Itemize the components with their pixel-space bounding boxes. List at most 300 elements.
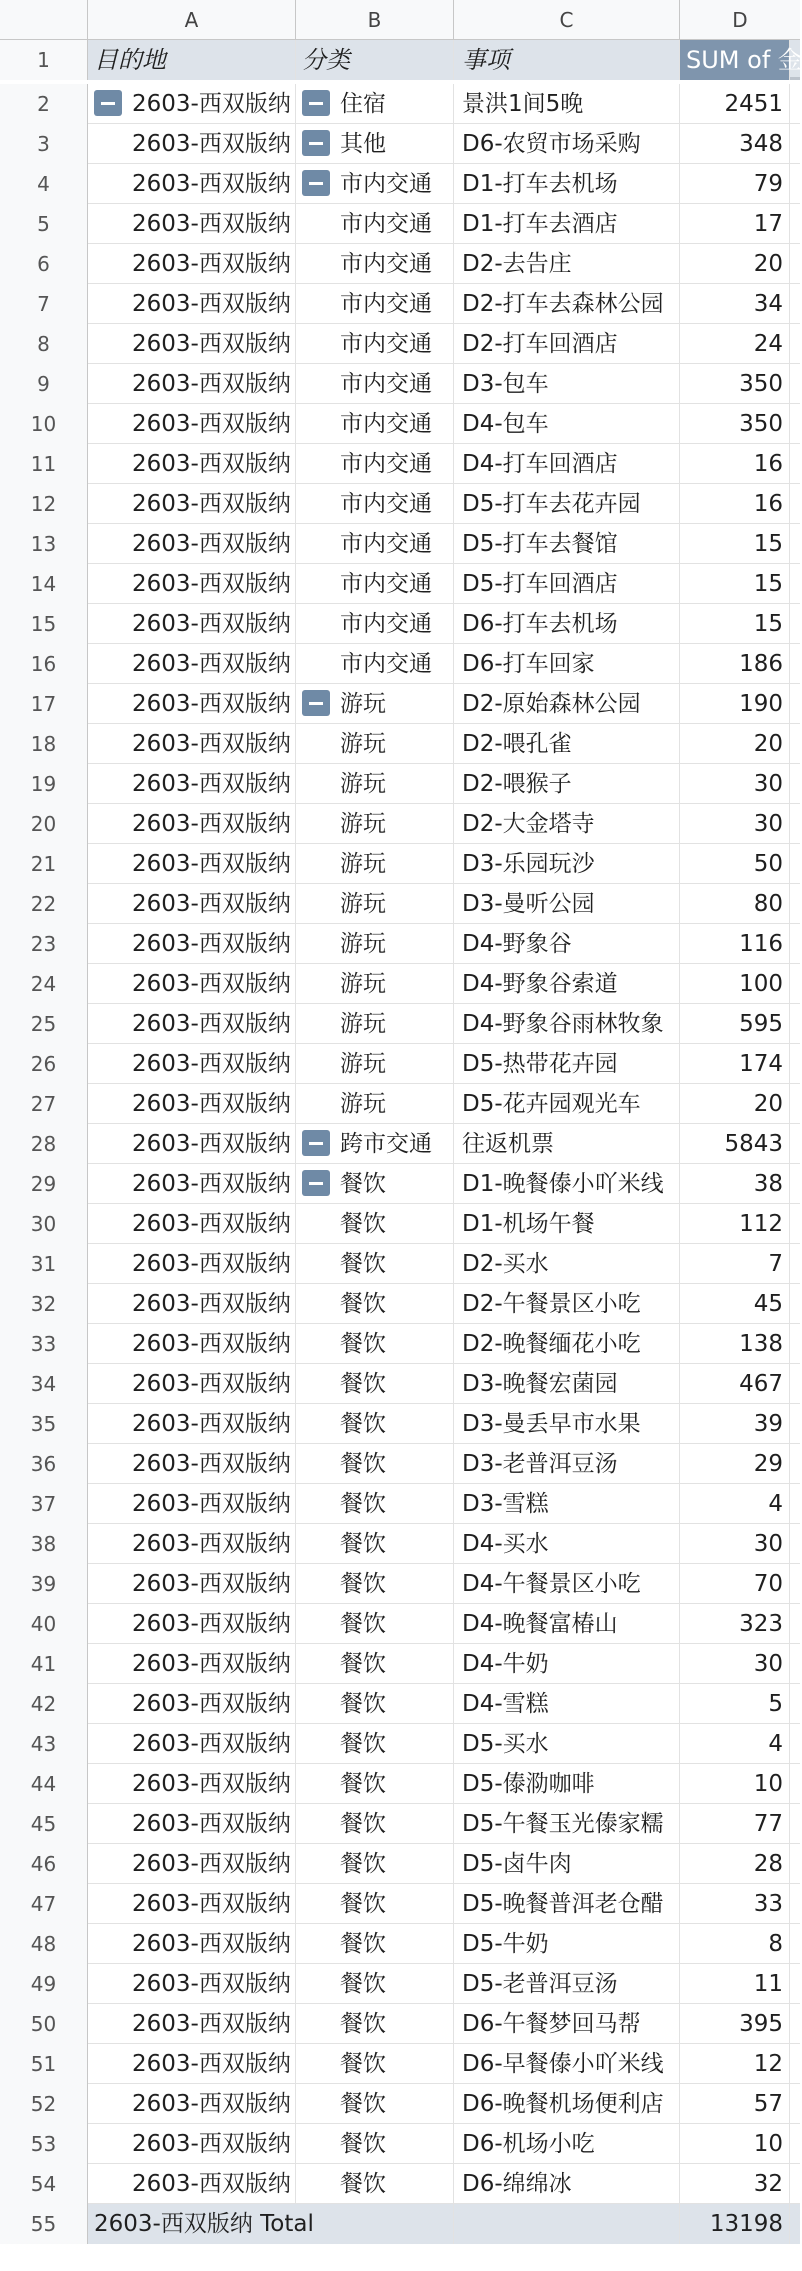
column-header-b[interactable]: B bbox=[296, 0, 454, 40]
amount-cell[interactable]: 323 bbox=[680, 1604, 790, 1644]
destination-cell[interactable] bbox=[88, 1644, 296, 1684]
amount-cell[interactable]: 100 bbox=[680, 964, 790, 1004]
category-cell[interactable] bbox=[296, 724, 454, 764]
amount-cell[interactable]: 50 bbox=[680, 844, 790, 884]
item-cell[interactable]: D2-去告庄 bbox=[454, 244, 680, 284]
row-number[interactable]: 34 bbox=[0, 1364, 88, 1404]
amount-cell[interactable]: 15 bbox=[680, 564, 790, 604]
row-number[interactable]: 3 bbox=[0, 124, 88, 164]
destination-cell[interactable] bbox=[88, 164, 296, 204]
overflow-cell[interactable] bbox=[790, 884, 800, 924]
item-cell[interactable]: D1-机场午餐 bbox=[454, 1204, 680, 1244]
category-cell[interactable] bbox=[296, 1684, 454, 1724]
minus-icon[interactable] bbox=[302, 90, 330, 116]
row-number[interactable]: 36 bbox=[0, 1444, 88, 1484]
destination-cell[interactable] bbox=[88, 564, 296, 604]
amount-cell[interactable]: 20 bbox=[680, 1084, 790, 1124]
row-number[interactable]: 49 bbox=[0, 1964, 88, 2004]
row-number[interactable]: 13 bbox=[0, 524, 88, 564]
destination-cell[interactable] bbox=[88, 1324, 296, 1364]
category-cell[interactable] bbox=[296, 884, 454, 924]
category-cell[interactable] bbox=[296, 1604, 454, 1644]
minus-icon[interactable] bbox=[302, 690, 330, 716]
category-cell[interactable] bbox=[296, 804, 454, 844]
overflow-cell[interactable] bbox=[790, 2084, 800, 2124]
item-cell[interactable]: D2-晚餐缅花小吃 bbox=[454, 1324, 680, 1364]
destination-cell[interactable] bbox=[88, 284, 296, 324]
category-cell[interactable] bbox=[296, 364, 454, 404]
row-number[interactable]: 15 bbox=[0, 604, 88, 644]
category-cell[interactable] bbox=[296, 2164, 454, 2204]
category-cell[interactable] bbox=[296, 2124, 454, 2164]
overflow-cell[interactable] bbox=[790, 1164, 800, 1204]
row-number[interactable]: 35 bbox=[0, 1404, 88, 1444]
category-cell[interactable] bbox=[296, 564, 454, 604]
amount-cell[interactable]: 116 bbox=[680, 924, 790, 964]
row-number[interactable]: 6 bbox=[0, 244, 88, 284]
overflow-cell[interactable] bbox=[790, 324, 800, 364]
item-cell[interactable]: D5-午餐玉光傣家糯 bbox=[454, 1804, 680, 1844]
amount-cell[interactable]: 395 bbox=[680, 2004, 790, 2044]
amount-cell[interactable]: 34 bbox=[680, 284, 790, 324]
amount-cell[interactable]: 12 bbox=[680, 2044, 790, 2084]
overflow-cell[interactable] bbox=[790, 1764, 800, 1804]
overflow-cell[interactable] bbox=[790, 1124, 800, 1164]
category-cell[interactable] bbox=[296, 324, 454, 364]
destination-cell[interactable] bbox=[88, 1284, 296, 1324]
item-cell[interactable]: D3-乐园玩沙 bbox=[454, 844, 680, 884]
overflow-cell[interactable] bbox=[790, 284, 800, 324]
item-cell[interactable]: D4-包车 bbox=[454, 404, 680, 444]
destination-cell[interactable] bbox=[88, 604, 296, 644]
amount-cell[interactable]: 30 bbox=[680, 1644, 790, 1684]
header-cell-category[interactable]: 分类 bbox=[296, 40, 454, 80]
category-cell[interactable] bbox=[296, 204, 454, 244]
minus-icon[interactable] bbox=[302, 1170, 330, 1196]
item-cell[interactable]: D1-打车去机场 bbox=[454, 164, 680, 204]
category-cell[interactable] bbox=[296, 964, 454, 1004]
destination-cell[interactable] bbox=[88, 204, 296, 244]
item-cell[interactable]: D5-牛奶 bbox=[454, 1924, 680, 1964]
overflow-cell[interactable] bbox=[790, 844, 800, 884]
overflow-cell[interactable] bbox=[790, 524, 800, 564]
item-cell[interactable]: D2-打车回酒店 bbox=[454, 324, 680, 364]
destination-cell[interactable] bbox=[88, 1764, 296, 1804]
overflow-cell[interactable] bbox=[790, 2204, 800, 2244]
item-cell[interactable]: D4-野象谷 bbox=[454, 924, 680, 964]
row-number[interactable]: 54 bbox=[0, 2164, 88, 2204]
amount-cell[interactable]: 10 bbox=[680, 2124, 790, 2164]
row-number[interactable]: 20 bbox=[0, 804, 88, 844]
amount-cell[interactable]: 7 bbox=[680, 1244, 790, 1284]
category-cell[interactable] bbox=[296, 2044, 454, 2084]
row-number[interactable]: 22 bbox=[0, 884, 88, 924]
category-cell[interactable] bbox=[296, 2084, 454, 2124]
row-number[interactable]: 42 bbox=[0, 1684, 88, 1724]
item-cell[interactable]: D5-打车去餐馆 bbox=[454, 524, 680, 564]
category-cell[interactable] bbox=[296, 604, 454, 644]
overflow-cell[interactable] bbox=[790, 2124, 800, 2164]
amount-cell[interactable]: 112 bbox=[680, 1204, 790, 1244]
overflow-cell[interactable] bbox=[790, 364, 800, 404]
item-cell[interactable]: D2-喂孔雀 bbox=[454, 724, 680, 764]
minus-icon[interactable] bbox=[302, 130, 330, 156]
row-number[interactable]: 19 bbox=[0, 764, 88, 804]
amount-cell[interactable]: 30 bbox=[680, 764, 790, 804]
overflow-cell[interactable] bbox=[790, 1084, 800, 1124]
destination-cell[interactable] bbox=[88, 1044, 296, 1084]
destination-cell[interactable] bbox=[88, 1084, 296, 1124]
overflow-cell[interactable] bbox=[790, 1564, 800, 1604]
item-cell[interactable]: D5-老普洱豆汤 bbox=[454, 1964, 680, 2004]
category-cell[interactable] bbox=[296, 524, 454, 564]
row-number[interactable]: 16 bbox=[0, 644, 88, 684]
category-cell[interactable] bbox=[296, 684, 454, 724]
item-cell[interactable]: D3-曼丢早市水果 bbox=[454, 1404, 680, 1444]
amount-cell[interactable]: 4 bbox=[680, 1724, 790, 1764]
destination-cell[interactable] bbox=[88, 1804, 296, 1844]
row-number[interactable]: 8 bbox=[0, 324, 88, 364]
overflow-cell[interactable] bbox=[790, 564, 800, 604]
minus-icon[interactable] bbox=[302, 170, 330, 196]
item-cell[interactable]: D3-包车 bbox=[454, 364, 680, 404]
item-cell[interactable]: D2-打车去森林公园 bbox=[454, 284, 680, 324]
item-cell[interactable]: D5-买水 bbox=[454, 1724, 680, 1764]
item-cell[interactable]: D4-牛奶 bbox=[454, 1644, 680, 1684]
row-number[interactable]: 24 bbox=[0, 964, 88, 1004]
overflow-cell[interactable] bbox=[790, 644, 800, 684]
amount-cell[interactable]: 16 bbox=[680, 444, 790, 484]
row-number[interactable]: 21 bbox=[0, 844, 88, 884]
overflow-cell[interactable] bbox=[790, 1604, 800, 1644]
amount-cell[interactable]: 29 bbox=[680, 1444, 790, 1484]
destination-cell[interactable] bbox=[88, 2044, 296, 2084]
amount-cell[interactable]: 24 bbox=[680, 324, 790, 364]
category-cell[interactable] bbox=[296, 1924, 454, 1964]
category-cell[interactable] bbox=[296, 1564, 454, 1604]
item-cell[interactable]: D5-傣泐咖啡 bbox=[454, 1764, 680, 1804]
category-cell[interactable] bbox=[296, 764, 454, 804]
item-cell[interactable]: D6-晚餐机场便利店 bbox=[454, 2084, 680, 2124]
overflow-cell[interactable] bbox=[790, 1844, 800, 1884]
item-cell[interactable]: D5-打车回酒店 bbox=[454, 564, 680, 604]
overflow-cell[interactable] bbox=[790, 484, 800, 524]
row-number[interactable]: 50 bbox=[0, 2004, 88, 2044]
amount-cell[interactable]: 595 bbox=[680, 1004, 790, 1044]
destination-cell[interactable] bbox=[88, 1964, 296, 2004]
destination-cell[interactable] bbox=[88, 724, 296, 764]
overflow-cell[interactable] bbox=[790, 1684, 800, 1724]
amount-cell[interactable]: 5 bbox=[680, 1684, 790, 1724]
destination-cell[interactable] bbox=[88, 1244, 296, 1284]
category-cell[interactable] bbox=[296, 1884, 454, 1924]
amount-cell[interactable]: 348 bbox=[680, 124, 790, 164]
item-cell[interactable]: D4-打车回酒店 bbox=[454, 444, 680, 484]
amount-cell[interactable]: 30 bbox=[680, 1524, 790, 1564]
row-number[interactable]: 4 bbox=[0, 164, 88, 204]
category-cell[interactable] bbox=[296, 1364, 454, 1404]
category-cell[interactable] bbox=[296, 1524, 454, 1564]
category-cell[interactable] bbox=[296, 84, 454, 124]
row-number[interactable]: 39 bbox=[0, 1564, 88, 1604]
overflow-cell[interactable] bbox=[790, 1804, 800, 1844]
item-cell[interactable]: D6-打车去机场 bbox=[454, 604, 680, 644]
destination-cell[interactable] bbox=[88, 124, 296, 164]
overflow-cell[interactable] bbox=[790, 1484, 800, 1524]
category-cell[interactable] bbox=[296, 244, 454, 284]
category-cell[interactable] bbox=[296, 1004, 454, 1044]
row-number[interactable]: 28 bbox=[0, 1124, 88, 1164]
overflow-cell[interactable] bbox=[790, 1924, 800, 1964]
overflow-cell[interactable] bbox=[790, 1004, 800, 1044]
amount-cell[interactable]: 350 bbox=[680, 364, 790, 404]
amount-cell[interactable]: 467 bbox=[680, 1364, 790, 1404]
item-cell[interactable]: D2-大金塔寺 bbox=[454, 804, 680, 844]
overflow-cell[interactable] bbox=[790, 1204, 800, 1244]
category-cell[interactable] bbox=[296, 2004, 454, 2044]
row-number[interactable]: 23 bbox=[0, 924, 88, 964]
category-cell[interactable] bbox=[296, 1204, 454, 1244]
overflow-cell[interactable] bbox=[790, 604, 800, 644]
item-cell[interactable]: D4-野象谷索道 bbox=[454, 964, 680, 1004]
destination-cell[interactable] bbox=[88, 484, 296, 524]
overflow-cell[interactable] bbox=[790, 164, 800, 204]
amount-cell[interactable]: 20 bbox=[680, 724, 790, 764]
overflow-cell[interactable] bbox=[790, 1284, 800, 1324]
row-number[interactable]: 25 bbox=[0, 1004, 88, 1044]
overflow-cell[interactable] bbox=[790, 764, 800, 804]
amount-cell[interactable]: 33 bbox=[680, 1884, 790, 1924]
overflow-cell[interactable] bbox=[790, 1964, 800, 2004]
destination-cell[interactable] bbox=[88, 404, 296, 444]
overflow-cell[interactable] bbox=[790, 2004, 800, 2044]
category-cell[interactable] bbox=[296, 1404, 454, 1444]
item-cell[interactable]: D2-买水 bbox=[454, 1244, 680, 1284]
item-cell[interactable]: D5-打车去花卉园 bbox=[454, 484, 680, 524]
destination-cell[interactable] bbox=[88, 244, 296, 284]
amount-cell[interactable]: 38 bbox=[680, 1164, 790, 1204]
overflow-cell[interactable] bbox=[790, 1444, 800, 1484]
row-number[interactable]: 32 bbox=[0, 1284, 88, 1324]
amount-cell[interactable]: 45 bbox=[680, 1284, 790, 1324]
overflow-cell[interactable] bbox=[790, 444, 800, 484]
grand-total-item-cell[interactable] bbox=[454, 2204, 680, 2244]
item-cell[interactable]: 往返机票 bbox=[454, 1124, 680, 1164]
destination-cell[interactable] bbox=[88, 1404, 296, 1444]
row-number[interactable]: 29 bbox=[0, 1164, 88, 1204]
overflow-cell[interactable] bbox=[790, 124, 800, 164]
category-cell[interactable] bbox=[296, 124, 454, 164]
category-cell[interactable] bbox=[296, 1164, 454, 1204]
overflow-cell[interactable] bbox=[790, 2044, 800, 2084]
category-cell[interactable] bbox=[296, 1484, 454, 1524]
header-cell-sum[interactable]: SUM of 金 bbox=[680, 40, 790, 80]
amount-cell[interactable]: 5843 bbox=[680, 1124, 790, 1164]
destination-cell[interactable] bbox=[88, 684, 296, 724]
overflow-cell[interactable] bbox=[790, 1364, 800, 1404]
destination-cell[interactable] bbox=[88, 1364, 296, 1404]
overflow-cell[interactable] bbox=[790, 1884, 800, 1924]
row-number[interactable]: 40 bbox=[0, 1604, 88, 1644]
item-cell[interactable]: D1-打车去酒店 bbox=[454, 204, 680, 244]
destination-cell[interactable] bbox=[88, 2164, 296, 2204]
amount-cell[interactable]: 20 bbox=[680, 244, 790, 284]
row-number[interactable]: 2 bbox=[0, 84, 88, 124]
overflow-cell[interactable] bbox=[790, 1724, 800, 1764]
item-cell[interactable]: D2-原始森林公园 bbox=[454, 684, 680, 724]
row-number[interactable]: 9 bbox=[0, 364, 88, 404]
row-number[interactable]: 52 bbox=[0, 2084, 88, 2124]
amount-cell[interactable]: 186 bbox=[680, 644, 790, 684]
destination-cell[interactable] bbox=[88, 1564, 296, 1604]
category-cell[interactable] bbox=[296, 484, 454, 524]
row-number[interactable]: 27 bbox=[0, 1084, 88, 1124]
select-all-corner[interactable] bbox=[0, 0, 88, 40]
overflow-cell[interactable] bbox=[790, 1244, 800, 1284]
category-cell[interactable] bbox=[296, 1244, 454, 1284]
destination-cell[interactable] bbox=[88, 1924, 296, 1964]
item-cell[interactable]: D4-野象谷雨林牧象 bbox=[454, 1004, 680, 1044]
item-cell[interactable]: D2-喂猴子 bbox=[454, 764, 680, 804]
row-number[interactable]: 47 bbox=[0, 1884, 88, 1924]
amount-cell[interactable]: 15 bbox=[680, 604, 790, 644]
row-number[interactable]: 45 bbox=[0, 1804, 88, 1844]
destination-cell[interactable] bbox=[88, 1684, 296, 1724]
row-number[interactable]: 38 bbox=[0, 1524, 88, 1564]
destination-cell[interactable] bbox=[88, 1004, 296, 1044]
row-number[interactable]: 30 bbox=[0, 1204, 88, 1244]
category-cell[interactable] bbox=[296, 844, 454, 884]
destination-cell[interactable] bbox=[88, 364, 296, 404]
amount-cell[interactable]: 4 bbox=[680, 1484, 790, 1524]
item-cell[interactable]: D3-晚餐宏菌园 bbox=[454, 1364, 680, 1404]
category-cell[interactable] bbox=[296, 444, 454, 484]
minus-icon[interactable] bbox=[94, 90, 122, 116]
item-cell[interactable]: D3-雪糕 bbox=[454, 1484, 680, 1524]
category-cell[interactable] bbox=[296, 164, 454, 204]
destination-cell[interactable] bbox=[88, 804, 296, 844]
row-number[interactable]: 7 bbox=[0, 284, 88, 324]
category-cell[interactable] bbox=[296, 284, 454, 324]
destination-cell[interactable] bbox=[88, 1724, 296, 1764]
item-cell[interactable]: D6-午餐梦回马帮 bbox=[454, 2004, 680, 2044]
column-header-c[interactable]: C bbox=[454, 0, 680, 40]
destination-cell[interactable] bbox=[88, 2004, 296, 2044]
item-cell[interactable]: D4-晚餐富椿山 bbox=[454, 1604, 680, 1644]
destination-cell[interactable] bbox=[88, 84, 296, 124]
row-number[interactable]: 11 bbox=[0, 444, 88, 484]
row-number[interactable]: 14 bbox=[0, 564, 88, 604]
amount-cell[interactable]: 15 bbox=[680, 524, 790, 564]
grand-total-value[interactable]: 13198 bbox=[680, 2204, 790, 2244]
amount-cell[interactable]: 190 bbox=[680, 684, 790, 724]
row-number[interactable]: 37 bbox=[0, 1484, 88, 1524]
destination-cell[interactable] bbox=[88, 1604, 296, 1644]
category-cell[interactable] bbox=[296, 1444, 454, 1484]
overflow-cell[interactable] bbox=[790, 204, 800, 244]
row-number[interactable]: 18 bbox=[0, 724, 88, 764]
item-cell[interactable]: D5-热带花卉园 bbox=[454, 1044, 680, 1084]
overflow-cell[interactable] bbox=[790, 404, 800, 444]
destination-cell[interactable] bbox=[88, 1884, 296, 1924]
category-cell[interactable] bbox=[296, 1084, 454, 1124]
amount-cell[interactable]: 16 bbox=[680, 484, 790, 524]
overflow-cell[interactable] bbox=[790, 2164, 800, 2204]
row-number[interactable]: 5 bbox=[0, 204, 88, 244]
row-number[interactable]: 51 bbox=[0, 2044, 88, 2084]
item-cell[interactable]: D6-打车回家 bbox=[454, 644, 680, 684]
overflow-cell[interactable] bbox=[790, 804, 800, 844]
item-cell[interactable]: 景洪1间5晚 bbox=[454, 84, 680, 124]
amount-cell[interactable]: 30 bbox=[680, 804, 790, 844]
amount-cell[interactable]: 39 bbox=[680, 1404, 790, 1444]
amount-cell[interactable]: 80 bbox=[680, 884, 790, 924]
category-cell[interactable] bbox=[296, 1964, 454, 2004]
amount-cell[interactable]: 8 bbox=[680, 1924, 790, 1964]
grand-total-label[interactable]: 2603-西双版纳 Total bbox=[88, 2204, 454, 2244]
category-cell[interactable] bbox=[296, 1724, 454, 1764]
item-cell[interactable]: D6-农贸市场采购 bbox=[454, 124, 680, 164]
row-number[interactable]: 53 bbox=[0, 2124, 88, 2164]
amount-cell[interactable]: 350 bbox=[680, 404, 790, 444]
amount-cell[interactable]: 79 bbox=[680, 164, 790, 204]
row-number[interactable]: 10 bbox=[0, 404, 88, 444]
amount-cell[interactable]: 32 bbox=[680, 2164, 790, 2204]
category-cell[interactable] bbox=[296, 1324, 454, 1364]
column-header-d[interactable]: D bbox=[732, 8, 748, 32]
destination-cell[interactable] bbox=[88, 1484, 296, 1524]
row-number[interactable]: 31 bbox=[0, 1244, 88, 1284]
row-number[interactable]: 44 bbox=[0, 1764, 88, 1804]
header-cell-destination[interactable]: 目的地 bbox=[88, 40, 296, 80]
overflow-cell[interactable] bbox=[790, 964, 800, 1004]
item-cell[interactable]: D3-曼听公园 bbox=[454, 884, 680, 924]
row-number[interactable]: 17 bbox=[0, 684, 88, 724]
item-cell[interactable]: D4-午餐景区小吃 bbox=[454, 1564, 680, 1604]
overflow-cell[interactable] bbox=[790, 1524, 800, 1564]
category-cell[interactable] bbox=[296, 1844, 454, 1884]
destination-cell[interactable] bbox=[88, 2124, 296, 2164]
overflow-cell[interactable] bbox=[790, 1644, 800, 1684]
category-cell[interactable] bbox=[296, 1284, 454, 1324]
item-cell[interactable]: D6-早餐傣小吖米线 bbox=[454, 2044, 680, 2084]
amount-cell[interactable]: 57 bbox=[680, 2084, 790, 2124]
destination-cell[interactable] bbox=[88, 524, 296, 564]
destination-cell[interactable] bbox=[88, 1124, 296, 1164]
row-number[interactable]: 48 bbox=[0, 1924, 88, 1964]
destination-cell[interactable] bbox=[88, 924, 296, 964]
category-cell[interactable] bbox=[296, 1644, 454, 1684]
destination-cell[interactable] bbox=[88, 1204, 296, 1244]
destination-cell[interactable] bbox=[88, 884, 296, 924]
destination-cell[interactable] bbox=[88, 2084, 296, 2124]
row-number[interactable]: 55 bbox=[0, 2204, 88, 2244]
item-cell[interactable]: D5-晚餐普洱老仓醋 bbox=[454, 1884, 680, 1924]
amount-cell[interactable]: 174 bbox=[680, 1044, 790, 1084]
destination-cell[interactable] bbox=[88, 1164, 296, 1204]
column-header-a[interactable]: A bbox=[88, 0, 296, 40]
item-cell[interactable]: D6-机场小吃 bbox=[454, 2124, 680, 2164]
amount-cell[interactable]: 138 bbox=[680, 1324, 790, 1364]
category-cell[interactable] bbox=[296, 1764, 454, 1804]
destination-cell[interactable] bbox=[88, 644, 296, 684]
amount-cell[interactable]: 10 bbox=[680, 1764, 790, 1804]
header-cell-item[interactable]: 事项 bbox=[454, 40, 680, 80]
row-number[interactable]: 43 bbox=[0, 1724, 88, 1764]
row-number[interactable]: 46 bbox=[0, 1844, 88, 1884]
row-number[interactable]: 33 bbox=[0, 1324, 88, 1364]
item-cell[interactable]: D6-绵绵冰 bbox=[454, 2164, 680, 2204]
